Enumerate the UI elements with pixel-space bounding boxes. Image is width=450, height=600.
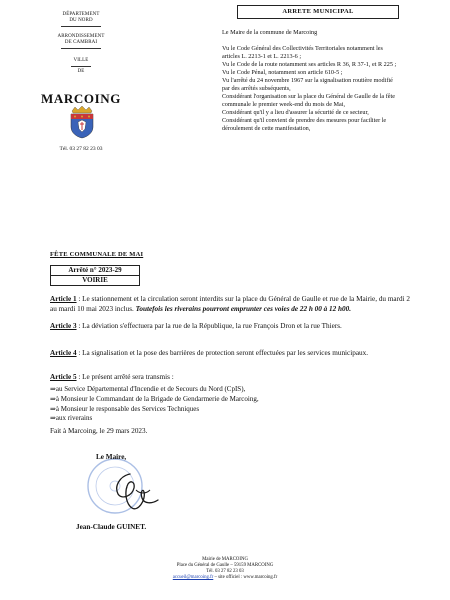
ville-label: VILLE — [73, 58, 89, 63]
consideration-item: Considérant l'organisation sur la place du Général de Gaulle de la fête communale le premier week-end du mois de Mai, — [222, 93, 395, 108]
consideration-item: Vu l'arrêté du 24 novembre 1967 sur la signalisation routière modifié par des arrêtés subséquents, — [222, 77, 393, 92]
department-line1: DÉPARTEMENT — [62, 12, 100, 17]
consideration-item: Vu le Code de la route notamment ses articles R 36, R 37-1, et R 225 ; — [222, 61, 397, 68]
footer-line2: Place du Général de Gaulle – 59159 MARCOING — [176, 563, 274, 568]
arrondissement-line1: ARRONDISSEMENT — [57, 34, 105, 39]
article-4-label: Article 4 — [50, 349, 77, 357]
article-1 — [50, 295, 410, 314]
place-date: Fait à Marcoing, le 29 mars 2023. — [50, 427, 148, 435]
footer-line3: Tél. 03 27 82 23 03 — [206, 569, 244, 574]
recipients-list — [50, 385, 410, 424]
letterhead-phone: Tél. 03 27 82 23 03 — [59, 146, 103, 152]
letterhead-rule — [61, 48, 101, 49]
recipient-item: ⇒à Monsieur le Commandant de la Brigade de Gendarmerie de Marcoing, — [50, 394, 259, 403]
header-title: ARRETE MUNICIPAL — [237, 5, 399, 19]
town-name: MARCOING — [41, 91, 121, 106]
article-3 — [50, 322, 410, 332]
ville-de-label: DE — [77, 69, 85, 74]
arrondissement-line2: DE CAMBRAI — [64, 40, 98, 45]
recipient-item: ⇒aux riverains — [50, 414, 93, 423]
footer — [125, 557, 325, 581]
consideration-item: Vu le Code Général des Collectivités Territoriales notamment les articles L. 2213-1 et L. 2213-6 ; — [222, 45, 383, 60]
signatory-name: Jean-Claude GUINET. — [76, 523, 147, 531]
considerations-list — [222, 45, 402, 133]
article-1-emphasis: Toutefois les riverains pourront emprunter ces voies de 22 h 00 à 12 h00. — [135, 304, 352, 313]
article-5 — [50, 373, 410, 383]
consideration-item: Considérant qu'il y a lieu d'assurer la sécurité de ce secteur, — [222, 109, 369, 116]
signature-icon — [100, 470, 170, 515]
article-1-label: Article 1 — [50, 295, 77, 303]
mayor-line: Le Maire de la commune de Marcoing — [222, 29, 318, 36]
recipient-item: ⇒à Monsieur le responsable des Services Techniques — [50, 404, 200, 413]
letterhead-arrondissement — [38, 34, 124, 51]
letterhead-rule — [71, 66, 91, 67]
article-5-text: : Le présent arrêté sera transmis : — [76, 373, 174, 381]
letterhead-ville — [60, 58, 102, 75]
recipient-item: ⇒au Service Départemental d'Incendie et de Secours du Nord (CpIS), — [50, 385, 246, 393]
coat-of-arms-icon — [68, 105, 96, 139]
consideration-item: Considérant qu'il convient de prendre des mesures pour faciliter le déroulement de cette manifestation, — [222, 117, 387, 132]
letterhead-rule — [61, 26, 101, 27]
consideration-item: Vu le Code Pénal, notamment son article 610-5 ; — [222, 69, 343, 76]
considerations-block — [222, 29, 402, 37]
footer-line1: Mairie de MARCOING — [202, 557, 248, 562]
article-4 — [50, 349, 410, 359]
footer-line4 — [125, 575, 325, 581]
fete-title: FÊTE COMMUNALE DE MAI — [50, 251, 144, 258]
signatory-title: Le Maire, — [96, 453, 127, 461]
letterhead-department — [45, 12, 117, 29]
arrete-category: VOIRIE — [51, 275, 139, 285]
arrete-number: Arrêté n° 2023-29 — [68, 266, 122, 274]
article-3-label: Article 3 — [50, 322, 77, 330]
article-3-text: : La déviation s'effectuera par la rue de la République, la rue François Dron et la rue Thiers. — [76, 322, 342, 330]
footer-website: – site officiel : www.marcoing.fr — [213, 575, 278, 580]
article-1-text: : Le stationnement et la circulation seront interdits sur la place du Général de Gaulle et rue de la Mairie, du mardi 2 au mardi 10 mai 2023 inclus. — [50, 295, 410, 313]
arrete-box — [50, 265, 140, 286]
article-5-label: Article 5 — [50, 373, 77, 381]
article-4-text: : La signalisation et la pose des barrières de protection seront effectuées par les services municipaux. — [76, 349, 369, 357]
footer-email-link[interactable]: accueil@marcoing.fr — [172, 575, 214, 580]
department-line2: DU NORD — [69, 18, 93, 23]
